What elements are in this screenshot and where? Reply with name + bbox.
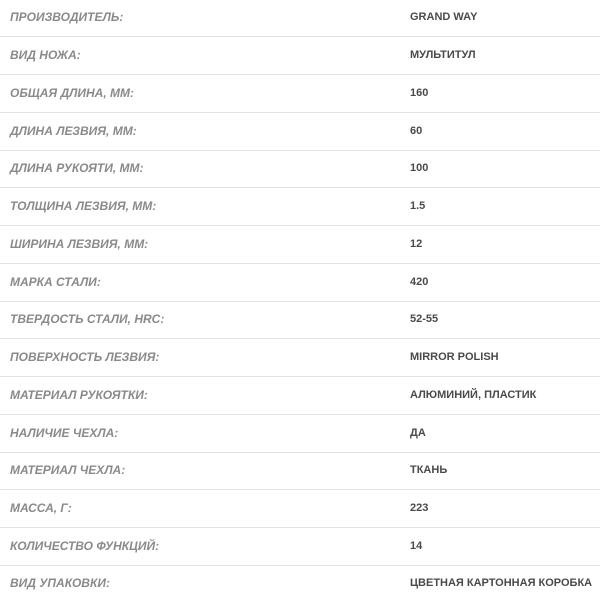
spec-row-steel-grade (0, 264, 600, 302)
spec-value: 12 (410, 238, 423, 250)
spec-row-blade-width (0, 226, 600, 264)
spec-value: 420 (410, 276, 429, 288)
spec-row-knife-type (0, 37, 600, 75)
spec-value: GRAND WAY (410, 11, 478, 23)
spec-row-handle-length (0, 150, 600, 188)
spec-value: МУЛЬТИТУЛ (410, 49, 476, 61)
spec-label: МАССА, Г: (10, 501, 72, 515)
spec-label: ВИД НОЖА: (10, 48, 81, 62)
spec-value: 14 (410, 540, 423, 552)
spec-value: 60 (410, 125, 423, 137)
spec-label: ТВЕРДОСТЬ СТАЛИ, HRC: (10, 312, 165, 326)
spec-row-total-length (0, 75, 600, 113)
spec-row-handle-material (0, 377, 600, 415)
spec-label: ШИРИНА ЛЕЗВИЯ, ММ: (10, 237, 149, 251)
spec-value: 223 (410, 502, 429, 514)
spec-label: ПРОИЗВОДИТЕЛЬ: (10, 10, 124, 24)
spec-label: МАТЕРИАЛ ЧЕХЛА: (10, 463, 126, 477)
spec-label: ПОВЕРХНОСТЬ ЛЕЗВИЯ: (10, 350, 160, 364)
spec-value: ДА (410, 427, 426, 439)
spec-value: 1.5 (410, 200, 426, 212)
spec-label: ДЛИНА ЛЕЗВИЯ, ММ: (10, 124, 137, 138)
spec-value: АЛЮМИНИЙ, ПЛАСТИК (410, 389, 537, 401)
spec-value: 52-55 (410, 313, 439, 325)
spec-label: МАРКА СТАЛИ: (10, 275, 101, 289)
spec-label: ДЛИНА РУКОЯТИ, ММ: (10, 161, 144, 175)
spec-row-weight (0, 490, 600, 528)
spec-row-sheath-material (0, 452, 600, 490)
spec-label: ВИД УПАКОВКИ: (10, 576, 110, 590)
spec-row-manufacturer (0, 0, 600, 37)
spec-row-packaging (0, 565, 600, 603)
spec-row-sheath-included (0, 415, 600, 453)
spec-value: MIRROR POLISH (410, 351, 499, 363)
spec-row-blade-thickness (0, 188, 600, 226)
spec-label: ТОЛЩИНА ЛЕЗВИЯ, ММ: (10, 199, 157, 213)
spec-row-steel-hardness (0, 301, 600, 339)
spec-label: НАЛИЧИЕ ЧЕХЛА: (10, 426, 119, 440)
spec-label: КОЛИЧЕСТВО ФУНКЦИЙ: (10, 539, 160, 553)
spec-value: 100 (410, 162, 429, 174)
spec-value: ЦВЕТНАЯ КАРТОННАЯ КОРОБКА (410, 577, 593, 589)
spec-value: 160 (410, 87, 429, 99)
spec-row-function-count (0, 528, 600, 566)
spec-label: ОБЩАЯ ДЛИНА, ММ: (10, 86, 134, 100)
spec-row-blade-surface (0, 339, 600, 377)
spec-row-blade-length (0, 113, 600, 151)
spec-label: МАТЕРИАЛ РУКОЯТКИ: (10, 388, 148, 402)
spec-value: ТКАНЬ (410, 464, 448, 476)
